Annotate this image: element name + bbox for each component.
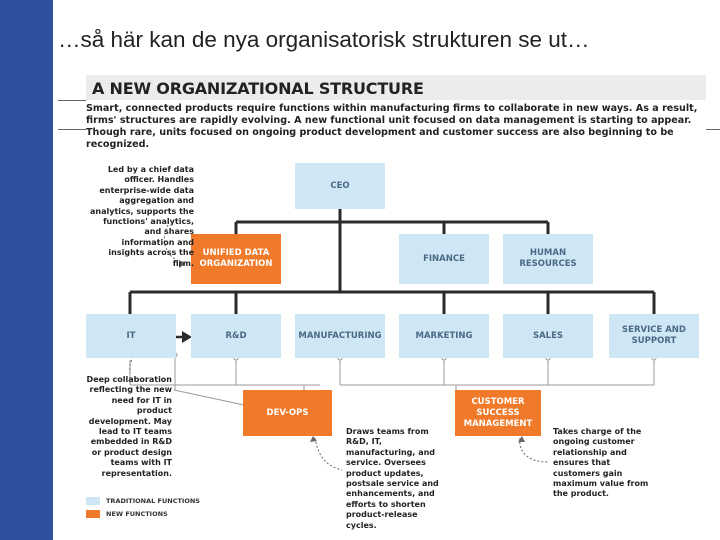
figure-title: A NEW ORGANIZATIONAL STRUCTURE bbox=[92, 79, 424, 98]
legend-label-traditional: TRADITIONAL FUNCTIONS bbox=[106, 497, 200, 505]
legend-swatch-new bbox=[86, 510, 100, 518]
note-it-collaboration: Deep collaboration reflecting the new need for IT in product development. May lead to IT teams embedded in R&D or product design teams with IT representation. bbox=[86, 375, 172, 478]
note-customer-success: Takes charge of the ongoing customer relationship and ensures that customers gain maximum value from the product. bbox=[553, 427, 649, 499]
note-dev-ops: Draws teams from R&D, IT, manufacturing, and service. Oversees product updates, postsale service and enhancements, and efforts to shorten product-release cycles. bbox=[346, 427, 439, 530]
node-unified-data-organization: UNIFIED DATA ORGANIZATION bbox=[191, 234, 281, 284]
slide-title: …så här kan de nya organisatorisk strukturen se ut… bbox=[58, 27, 590, 52]
legend-swatch-traditional bbox=[86, 497, 100, 505]
note-chief-data-officer: Led by a chief data officer. Handles enterprise-wide data aggregation and analytics, supports the functions' analytics, and shares information and insights across the firm. bbox=[90, 165, 195, 268]
figure-intro: Smart, connected products require functions within manufacturing firms to collaborate in new ways. As a result, firms' structures are rapidly evolving. A new functional unit focused on data management is starting to appear. Though rare, units focused on ongoing product development and customer success are also beginning to be recognized. bbox=[86, 103, 698, 150]
node-service-and-support: SERVICE AND SUPPORT bbox=[609, 314, 699, 358]
node-marketing: MARKETING bbox=[399, 314, 489, 358]
node-ceo: CEO bbox=[295, 163, 385, 209]
node-finance: FINANCE bbox=[399, 234, 489, 284]
node-rnd: R&D bbox=[191, 314, 281, 358]
node-it: IT bbox=[86, 314, 176, 358]
legend-label-new: NEW FUNCTIONS bbox=[106, 510, 168, 518]
dotted-links bbox=[130, 352, 654, 405]
node-sales: SALES bbox=[503, 314, 593, 358]
node-customer-success-management: CUSTOMER SUCCESS MANAGEMENT bbox=[455, 390, 541, 436]
node-manufacturing: MANUFACTURING bbox=[295, 314, 385, 358]
node-human-resources: HUMAN RESOURCES bbox=[503, 234, 593, 284]
node-dev-ops: DEV-OPS bbox=[243, 390, 332, 436]
